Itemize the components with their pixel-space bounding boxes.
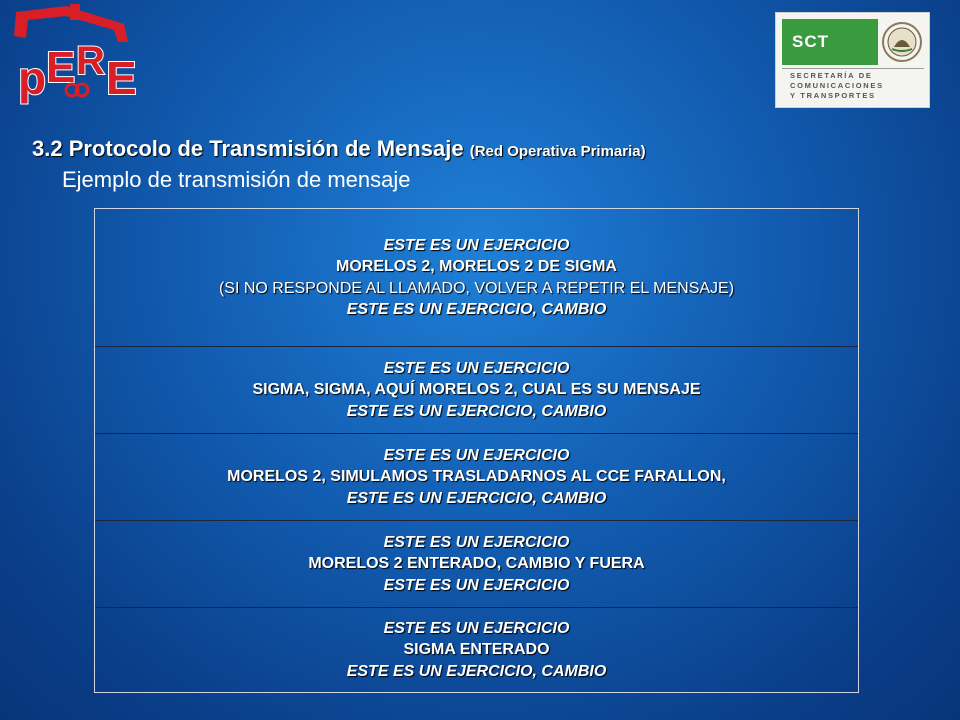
message-line: MORELOS 2, MORELOS 2 DE SIGMA: [336, 258, 617, 275]
pere-logo: [6, 2, 146, 110]
message-line: ESTE ES UN EJERCICIO, CAMBIO: [346, 402, 607, 420]
message-line: ESTE ES UN EJERCICIO: [383, 619, 570, 637]
sct-name: [790, 71, 925, 101]
message-table: [94, 208, 859, 693]
sct-logo: [775, 12, 930, 108]
message-line: MORELOS 2 ENTERADO, CAMBIO Y FUERA: [308, 555, 645, 573]
mexico-seal-icon: [880, 19, 924, 65]
message-row: [95, 209, 858, 347]
sct-name-line: SECRETARÍA DE: [790, 71, 873, 80]
sct-name-line: COMUNICACIONES: [790, 81, 884, 90]
message-line: ESTE ES UN EJERCICIO, CAMBIO: [346, 489, 607, 507]
message-line: ESTE ES UN EJERCICIO: [383, 533, 570, 551]
message-row: [95, 608, 858, 692]
message-row: [95, 347, 858, 434]
svg-text:p: p: [18, 52, 47, 104]
message-line: ESTE ES UN EJERCICIO: [383, 446, 570, 464]
message-line: (SI NO RESPONDE AL LLAMADO, VOLVER A REPETIR EL MENSAJE): [218, 279, 735, 297]
message-line: ESTE ES UN EJERCICIO, CAMBIO: [346, 662, 607, 680]
page-subtitle: Ejemplo de transmisión de mensaje: [62, 167, 411, 192]
page-title: [32, 136, 646, 162]
svg-text:E: E: [106, 52, 137, 104]
message-line: SIGMA, SIGMA, AQUÍ MORELOS 2, CUAL ES SU MENSAJE: [252, 381, 701, 399]
message-row: [95, 434, 858, 521]
message-line: MORELOS 2, SIMULAMOS TRASLADARNOS AL CCE FARALLON,: [227, 468, 726, 486]
sct-abbr: SCT: [782, 19, 878, 65]
message-line: SIGMA ENTERADO: [403, 641, 550, 659]
message-line: ESTE ES UN EJERCICIO, CAMBIO: [346, 301, 607, 318]
message-line: ESTE ES UN EJERCICIO: [383, 359, 570, 377]
page-title-paren: (Red Operativa Primaria): [469, 143, 646, 160]
message-row: [95, 521, 858, 608]
sct-divider: [782, 68, 924, 69]
sct-name-line: Y TRANSPORTES: [790, 91, 876, 100]
svg-text:R: R: [76, 39, 105, 83]
page-title-main: 3.2 Protocolo de Transmisión de Mensaje: [32, 136, 464, 161]
svg-text:E: E: [46, 43, 76, 92]
message-line: ESTE ES UN EJERCICIO: [383, 576, 570, 594]
message-line: ESTE ES UN EJERCICIO: [383, 236, 570, 254]
pere-logo-icon: [6, 2, 146, 110]
